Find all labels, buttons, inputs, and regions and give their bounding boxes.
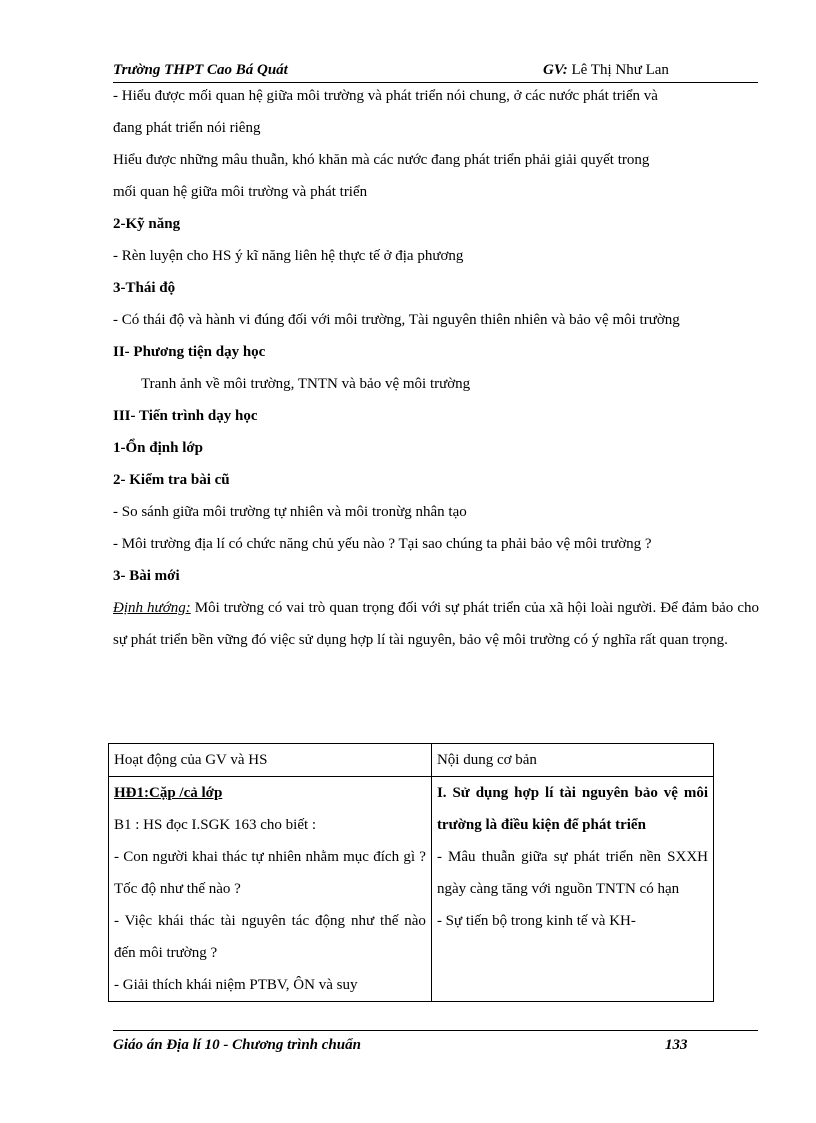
paragraph-dinh-huong: [113, 592, 759, 656]
paragraph: Hiểu được những mâu thuẫn, khó khăn mà các nước đang phát triển phải giải quyết trong: [113, 152, 650, 168]
footer-title: Giáo án Địa lí 10 - Chương trình chuẩn: [113, 1037, 361, 1053]
paragraph: - Môi trường địa lí có chức năng chủ yếu nào ? Tại sao chúng ta phải bảo vệ môi trường ?: [113, 536, 652, 552]
paragraph: mối quan hệ giữa môi trường và phát triển: [113, 184, 368, 200]
content-cell: [431, 777, 713, 1002]
content-title: I. Sử dụng hợp lí tài nguyên bảo vệ môi trường là điều kiện để phát triển: [436, 785, 708, 833]
dinh-huong-label: Định hướng:: [113, 600, 191, 616]
heading-thai-do: 3-Thái độ: [113, 280, 176, 296]
school-name: Trường THPT Cao Bá Quát: [113, 62, 288, 78]
table-header-row: [109, 744, 714, 777]
activity-cell: [109, 777, 432, 1002]
paragraph: - Rèn luyện cho HS ý kĩ năng liên hệ thực tế ở địa phương: [113, 248, 464, 264]
activity-line: - Con người khai thác tự nhiên nhằm mục đích gì ? Tốc độ như thế nào ?: [114, 849, 426, 897]
activity-line: - Việc khái thác tài nguyên tác động như thế nào đến môi trường ?: [114, 913, 426, 961]
paragraph: - Hiểu được mối quan hệ giữa môi trường và phát triển nói chung, ở các nước phát triển và: [113, 88, 658, 104]
content-line: - Sự tiến bộ trong kinh tế và KH-: [436, 913, 636, 929]
heading-tien-trinh: III- Tiến trình dạy học: [113, 408, 258, 424]
teacher-name: Lê Thị Như Lan: [571, 62, 669, 78]
heading-ky-nang: 2-Kỹ năng: [113, 216, 181, 232]
paragraph: đang phát triển nói riêng: [113, 120, 261, 136]
page-number: 133: [665, 1037, 688, 1053]
content-line: - Mâu thuẫn giữa sự phát triển nền SXXH ngày càng tăng với nguồn TNTN có hạn: [436, 849, 708, 897]
page-footer: [113, 1030, 758, 1054]
paragraph: - So sánh giữa môi trường tự nhiên và môi tronừg nhân tạo: [113, 504, 467, 520]
table-row: [109, 777, 714, 1002]
activity-title: HĐ1:Cặp /cả lớp: [114, 785, 223, 801]
document-body: [113, 80, 759, 656]
gv-label: GV:: [543, 62, 568, 78]
heading-kiem-tra: 2- Kiểm tra bài cũ: [113, 472, 230, 488]
heading-phuong-tien: II- Phương tiện dạy học: [113, 344, 266, 360]
table-header-cell: Nội dung cơ bản: [431, 744, 713, 777]
paragraph: - Có thái độ và hành vi đúng đối với môi trường, Tài nguyên thiên nhiên và bảo vệ môi trường: [113, 312, 680, 328]
table-header-cell: Hoạt động của GV và HS: [109, 744, 432, 777]
dinh-huong-text: Môi trường có vai trò quan trọng đối với sự phát triển của xã hội loài người. Để đảm bảo cho sự phát triển bền vững đó việc sử dụng hợp lí tài nguyên, bảo vệ môi trường có ý nghĩa rất quan trọng.: [113, 600, 759, 648]
heading-on-dinh: 1-Ổn định lớp: [113, 440, 204, 456]
activity-line: B1 : HS đọc I.SGK 163 cho biết :: [114, 817, 317, 833]
lesson-table: [108, 743, 714, 1002]
heading-bai-moi: 3- Bài mới: [113, 568, 180, 584]
teacher-info: [543, 62, 669, 79]
paragraph: Tranh ảnh về môi trường, TNTN và bảo vệ môi trường: [141, 376, 471, 392]
activity-line: - Giải thích khái niệm PTBV, ÔN và suy: [114, 977, 358, 993]
